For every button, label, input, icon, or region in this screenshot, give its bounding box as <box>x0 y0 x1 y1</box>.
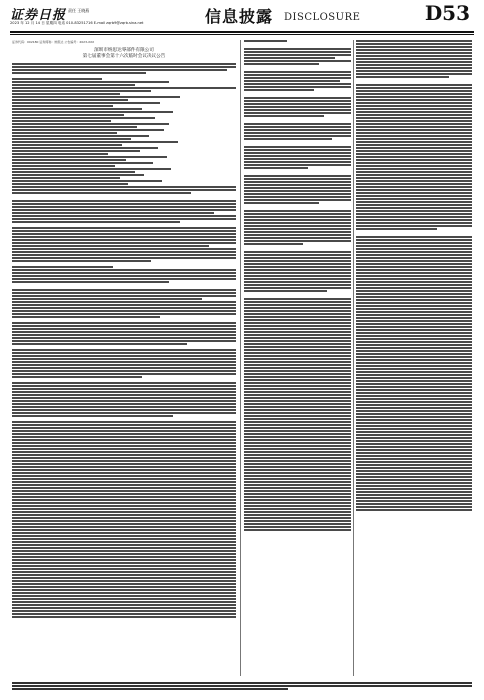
notice-codes: 证券代码：002180 证券简称：纳思达 公告编号：2023-XXX <box>12 40 95 44</box>
right-column <box>356 40 472 676</box>
left-column <box>12 40 236 676</box>
page-number: D53 <box>424 1 470 25</box>
footer-text <box>12 682 472 694</box>
notice-company: 深圳市纳思达零部件有限公司 <box>94 48 154 53</box>
masthead <box>0 0 484 40</box>
notice-body-lower <box>12 289 236 618</box>
column-divider-2 <box>353 40 354 676</box>
date-contact-line: 2023 年 12 月 14 日 星期四 电话 010-83251716 E-mail zqrb9@zqrb.sina.net <box>10 21 144 25</box>
editor-tag: 责任 王晓燕 <box>68 8 90 13</box>
header-rule-thick <box>10 31 474 33</box>
header-rule-thin <box>10 34 474 35</box>
notice-body-middle <box>12 200 236 283</box>
middle-column <box>244 40 351 676</box>
newspaper-logo: 证券日报 <box>10 8 67 23</box>
notice-title: 第七届董事会第十六次临时会议决议公告 <box>82 54 166 59</box>
column-divider-1 <box>240 40 241 676</box>
notice-body-top <box>12 63 236 194</box>
section-title: 信息披露 <box>205 7 274 26</box>
section-subtitle: DISCLOSURE <box>284 12 361 23</box>
